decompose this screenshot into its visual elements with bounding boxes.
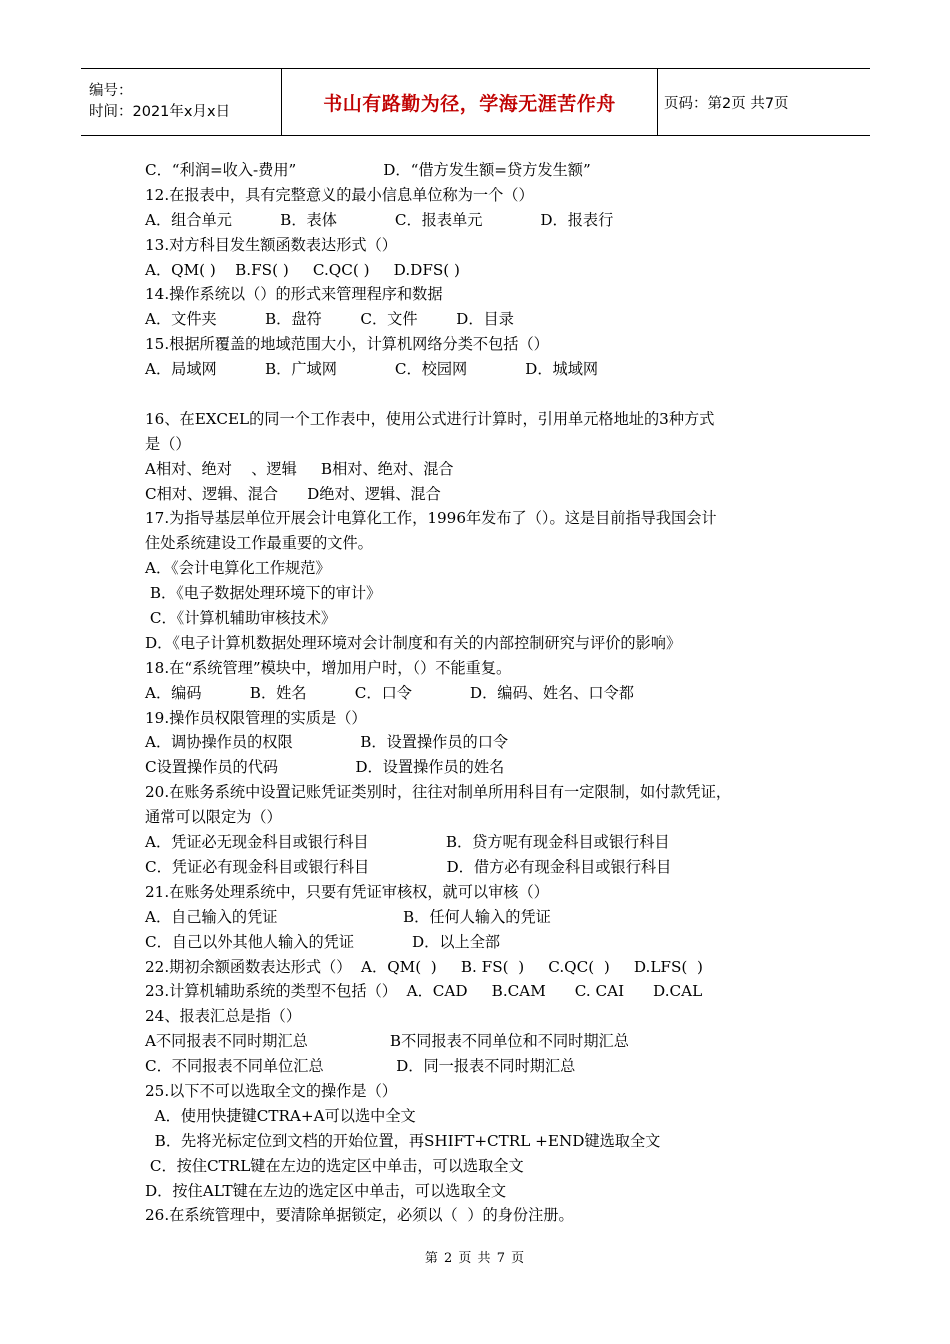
number-label: 编号：	[89, 83, 133, 99]
options-16-b: C相对、逻辑、混合 D绝对、逻辑、混合	[145, 484, 441, 503]
option-25-b: B．先将光标定位到文档的开始位置，再SHIFT+CTRL +END键选取全文	[145, 1131, 661, 1150]
options-13: A．QM( ) B.FS( ) C.QC( ) D.DFS( )	[145, 260, 460, 279]
question-20-cont: 通常可以限定为（）	[145, 808, 282, 827]
question-15: 15.根据所覆盖的地域范围大小，计算机网络分类不包括（）	[145, 335, 549, 354]
options-15: A．局域网 B．广域网 C．校园网 D．城域网	[145, 360, 599, 379]
question-14: 14.操作系统以（）的形式来管理程序和数据	[145, 285, 443, 304]
header-motto	[282, 69, 658, 135]
options-12: A．组合单元 B．表体 C．报表单元 D．报表行	[145, 210, 614, 229]
options-19-b: C设置操作员的代码 D．设置操作员的姓名	[145, 758, 505, 777]
question-26: 26.在系统管理中，要清除单据锁定，必须以（ ）的身份注册。	[145, 1206, 574, 1225]
options-14: A．文件夹 B．盘符 C．文件 D．目录	[145, 310, 514, 329]
question-24: 24、报表汇总是指（）	[145, 1007, 302, 1026]
option-17-b: B．《电子数据处理环境下的审计》	[145, 584, 382, 603]
page-header	[81, 68, 870, 136]
options-19-a: A．调协操作员的权限 B．设置操作员的口令	[145, 733, 509, 752]
options-21-a: A．自己输入的凭证 B．任何人输入的凭证	[145, 907, 551, 926]
question-12: 12.在报表中，具有完整意义的最小信息单位称为一个（）	[145, 185, 534, 204]
question-20: 20.在账务系统中设置记账凭证类别时，往往对制单所用科目有一定限制，如付款凭证，	[145, 783, 732, 802]
option-25-a: A．使用快捷键CTRA+A可以选中全文	[145, 1106, 416, 1125]
question-19: 19.操作员权限管理的实质是（）	[145, 708, 367, 727]
header-meta	[81, 69, 282, 135]
option-17-d: D．《电子计算机数据处理环境对会计制度和有关的内部控制研究与评价的影响》	[145, 633, 682, 652]
question-16-cont: 是（）	[145, 434, 191, 453]
document-body	[145, 158, 825, 1228]
question-17-cont: 住处系统建设工作最重要的文件。	[145, 534, 373, 553]
text-line: C．“利润=收入-费用” D．“借方发生额=贷方发生额”	[145, 161, 591, 179]
question-18: 18.在“系统管理”模块中，增加用户时，（）不能重复。	[145, 658, 512, 677]
options-21-b: C．自己以外其他人输入的凭证 D．以上全部	[145, 932, 501, 951]
question-25: 25.以下不可以选取全文的操作是（）	[145, 1081, 397, 1100]
blank-line	[145, 382, 825, 407]
page-footer: 第 2 页 共 7 页	[424, 1251, 526, 1266]
option-17-c: C．《计算机辅助审核技术》	[145, 609, 337, 628]
options-18: A．编码 B．姓名 C．口令 D．编码、姓名、口令都	[145, 683, 634, 702]
options-16-a: A相对、绝对 、逻辑 B相对、绝对、混合	[145, 459, 454, 478]
options-20-b: C．凭证必有现金科目或银行科目 D．借方必有现金科目或银行科目	[145, 857, 672, 876]
page-label: 页码：第2页 共7页	[664, 95, 789, 112]
question-16: 16、在EXCEL的同一个工作表中，使用公式进行计算时，引用单元格地址的3种方式	[145, 409, 715, 428]
header-page	[658, 69, 870, 135]
option-25-c: C．按住CTRL键在左边的选定区中单击，可以选取全文	[145, 1156, 524, 1175]
options-20-a: A．凭证必无现金科目或银行科目 B．贷方呢有现金科目或银行科目	[145, 833, 670, 852]
question-21: 21.在账务处理系统中，只要有凭证审核权，就可以审核（）	[145, 882, 549, 901]
options-24-a: A不同报表不同时期汇总 B不同报表不同单位和不同时期汇总	[145, 1032, 629, 1051]
option-17-a: A．《会计电算化工作规范》	[145, 559, 331, 578]
option-25-d: D．按住ALT键在左边的选定区中单击，可以选取全文	[145, 1181, 507, 1200]
date-label: 时间：2021年x月x日	[89, 104, 231, 120]
question-17: 17.为指导基层单位开展会计电算化工作，1996年发布了（）。这是目前指导我国会计	[145, 509, 717, 528]
motto-text: 书山有路勤为径，学海无涯苦作舟	[323, 92, 616, 115]
question-13: 13.对方科目发生额函数表达形式（）	[145, 235, 397, 254]
question-23: 23.计算机辅助系统的类型不包括（） A．CAD B.CAM C. CAI D.CAL	[145, 982, 703, 1001]
question-22: 22.期初余额函数表达形式（） A．QM( ) B. FS( ) C.QC( ) D.LFS( )	[145, 957, 703, 976]
options-24-b: C．不同报表不同单位汇总 D．同一报表不同时期汇总	[145, 1057, 576, 1076]
